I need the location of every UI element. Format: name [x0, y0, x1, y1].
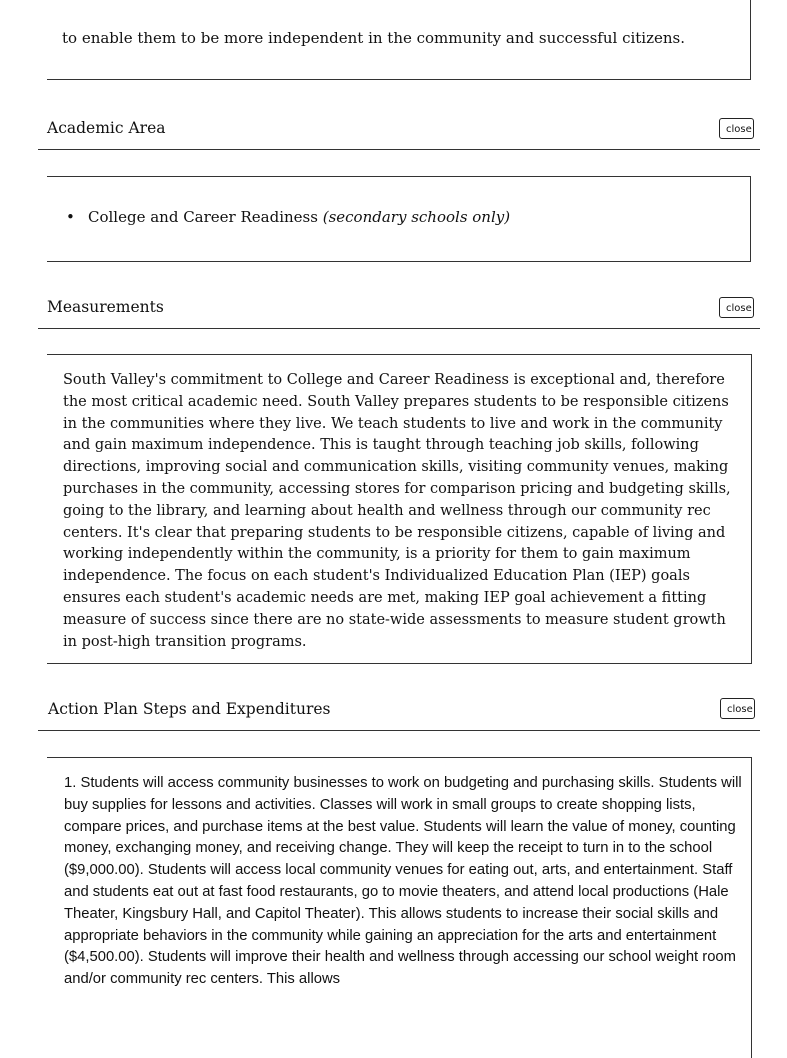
action-plan-close-button[interactable]: close	[720, 698, 755, 719]
action-plan-title: Action Plan Steps and Expenditures	[48, 700, 331, 718]
academic-area-close-button[interactable]: close	[719, 118, 754, 139]
action-plan-body: 1. Students will access community businesses to work on budgeting and purchasing skills. Students will buy supplies for lessons and activities. Classes will work in small groups to create shopping lists, compare prices, and purchase items at the best value. Students will learn the value of money, counting money, exchanging money, and receiving change. They will keep the receipt to turn in to the school ($9,000.00). Students will access local community venues for eating out, arts, and entertainment. Staff and students eat out at fast food restaurants, go to movie theaters, and attend local productions (Hale Theater, Kingsbury Hall, and Capitol Theater). This allows students to increase their social skills and appropriate behaviors in the community while gaining an appreciation for the arts and entertainment ($4,500.00). Students will improve their health and wellness through accessing our school weight room and/or community rec centers. This allows	[64, 775, 742, 988]
academic-area-list-item	[66, 208, 510, 226]
bullet-icon: •	[66, 208, 75, 226]
measurements-title: Measurements	[47, 298, 164, 316]
academic-area-divider	[38, 149, 760, 150]
intro-text: to enable them to be more independent in the community and successful citizens.	[62, 29, 686, 47]
academic-area-item-text: College and Career Readiness	[88, 208, 318, 226]
measurements-body: South Valley's commitment to College and Career Readiness is exceptional and, therefore the most critical academic need. South Valley prepares students to be responsible citizens in the communities where they live. We teach students to live and work in the community and gain maximum independence. This is taught through teaching job skills, following directions, improving social and communication skills, visiting community venues, making purchases in the community, accessing stores for comparison pricing and budgeting skills, going to the library, and learning about health and wellness through our community rec centers. It's clear that preparing students to be responsible citizens, capable of living and working independently within the community, is a priority for them to gain maximum independence. The focus on each student's Individualized Education Plan (IEP) goals ensures each student's academic needs are met, making IEP goal achievement a fitting measure of success since there are no state-wide assessments to measure student growth in post-high transition programs.	[63, 372, 731, 650]
academic-area-item-note: (secondary schools only)	[322, 208, 511, 226]
action-plan-divider	[38, 730, 760, 731]
measurements-close-button[interactable]: close	[719, 297, 754, 318]
academic-area-title: Academic Area	[47, 119, 166, 137]
measurements-divider	[38, 328, 760, 329]
